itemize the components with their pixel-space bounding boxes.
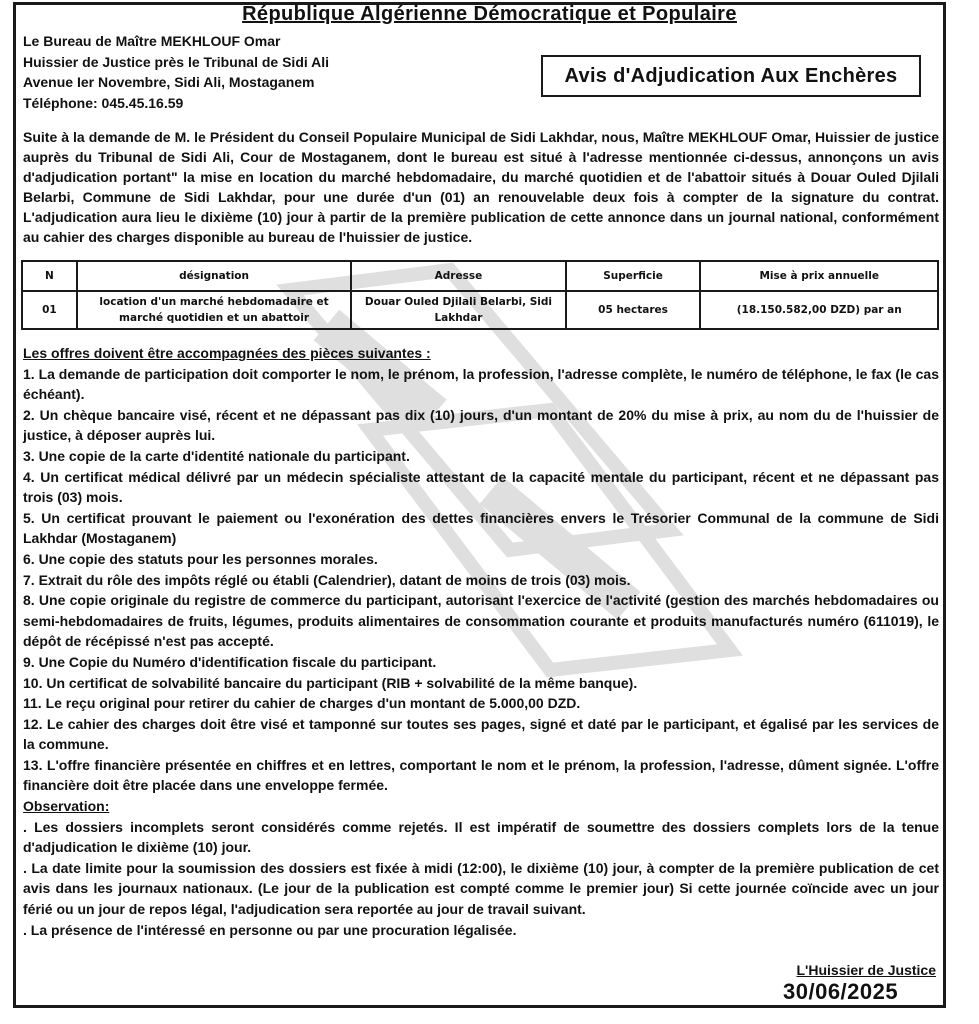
table-header-row (22, 261, 938, 291)
list-item: . Les dossiers incomplets seront considérés comme rejetés. Il est impératif de soumettre des dossiers complets lors de la tenue d'adjudication le dixième (10) jour. (23, 818, 939, 856)
intro-paragraph: Suite à la demande de M. le Président du Conseil Populaire Municipal de Sidi Lakhdar, nous, Maître MEKHLOUF Omar, Huissier de justice auprès du Tribunal de Sidi Ali, Cour de Mostaganem, dont le bureau est situé à l'adresse mentionnée ci-dessus, annonçons un avis d'adjudication portant" la mise en location du marché hebdomadaire, du marché quotidien et de l'abattoir situés à Douar Ouled Djilali Belarbi, Commune de Sidi Lakhdar, pour une durée d'un (01) an renouvelable deux fois à compter de la signature du contrat. L'adjudication aura lieu le dixième (10) jour à partir de la première publication de cette annonce dans un journal national, conformément au cahier des charges disponible au bureau de l'huissier de justice. (23, 129, 939, 246)
list-item: 6. Une copie des statuts pour les personnes morales. (23, 550, 378, 567)
column-header-adresse: Adresse (351, 261, 565, 291)
list-item: 5. Un certificat prouvant le paiement ou l'exonération des dettes financières envers le Trésorier Communal de la commune de Sidi Lakhdar (Mostaganem) (23, 509, 939, 547)
requirements-section (23, 343, 939, 940)
bailiff-office-address (23, 31, 329, 113)
table-row (22, 291, 938, 329)
list-item: 7. Extrait du rôle des impôts réglé ou établi (Calendrier), datant de moins de trois (03) mois. (23, 571, 631, 588)
requirements-heading: Les offres doivent être accompagnées des pièces suivantes : (23, 345, 431, 361)
office-court: Huissier de Justice près le Tribunal de Sidi Ali (23, 53, 330, 70)
column-header-superficie: Superficie (566, 261, 701, 291)
cell-designation: location d'un marché hebdomadaire et marché quotidien et un abattoir (77, 291, 351, 329)
column-header-designation: désignation (77, 261, 351, 291)
auction-lot-table (21, 260, 939, 330)
office-name: Le Bureau de Maître MEKHLOUF Omar (23, 33, 281, 49)
list-item: 10. Un certificat de solvabilité bancaire du participant (RIB + solvabilité de la même banque). (23, 674, 638, 691)
cell-n: 01 (22, 291, 77, 329)
republic-heading: République Algérienne Démocratique et Populaire (242, 3, 737, 25)
office-phone: Téléphone: 045.45.16.59 (23, 94, 184, 111)
list-item: . La date limite pour la soumission des dossiers est fixée à midi (12:00), le dixième (10) jour, à compter de la première publication de cet avis dans les journaux nationaux. (Le jour de la publication est compté comme le premier jour) Si cette journée coïncide avec un jour férié ou un jour de repos légal, l'adjudication sera reportée au jour de travail suivant. (23, 859, 939, 918)
list-item: 2. Un chèque bancaire visé, récent et ne dépassant pas dix (10) jours, d'un montant de 20% du mise à prix, au nom du de l'huissier de justice, à déposer auprès lui. (23, 406, 939, 444)
list-item: 9. Une Copie du Numéro d'identification fiscale du participant. (23, 653, 437, 670)
notice-title-box: Avis d'Adjudication Aux Enchères (541, 55, 921, 97)
list-item: 8. Une copie originale du registre de commerce du participant, autorisant l'exercice de l'activité (gestion des marchés hebdomadaires ou semi-hebdomadaires de fruits, légumes, produits alimentaires de consommation courante et produits manufacturés numéro (611019), le dépôt de récépissé n'est pas accepté. (23, 592, 939, 650)
list-item: 1. La demande de participation doit comporter le nom, le prénom, la profession, l'adresse complète, le numéro de téléphone, le fax (le cas échéant). (23, 365, 939, 403)
list-item: 4. Un certificat médical délivré par un médecin spécialiste attestant de la capacité mentale du participant, récent et ne dépassant pas trois (03) mois. (23, 468, 939, 506)
signature-date: 30/06/2025 (783, 979, 899, 1004)
cell-mise-a-prix: (18.150.582,00 DZD) par an (700, 291, 938, 329)
cell-adresse: Douar Ouled Djilali Belarbi, Sidi Lakhdar (351, 291, 565, 329)
office-street: Avenue Ier Novembre, Sidi Ali, Mostaganem (23, 74, 315, 90)
list-item: 11. Le reçu original pour retirer du cahier de charges d'un montant de 5.000,00 DZD. (23, 695, 581, 712)
cell-superficie: 05 hectares (566, 291, 701, 329)
column-header-n: N (22, 261, 77, 291)
list-item: 13. L'offre financière présentée en chiffres et en lettres, comportant le nom et le prénom, la profession, l'adresse, dûment signée. L'offre financière doit être placée dans une enveloppe fermée. (23, 756, 939, 794)
list-item: 12. Le cahier des charges doit être visé et tamponné sur toutes ses pages, signé et daté par le participant, et égalisé par les services de la commune. (23, 715, 939, 753)
list-item: . La présence de l'intéressé en personne ou par une procuration légalisée. (23, 921, 517, 938)
signature-title: L'Huissier de Justice (796, 962, 936, 978)
observation-heading: Observation: (23, 798, 110, 815)
list-item: 3. Une copie de la carte d'identité nationale du participant. (23, 447, 410, 464)
column-header-mise-a-prix: Mise à prix annuelle (700, 261, 938, 291)
